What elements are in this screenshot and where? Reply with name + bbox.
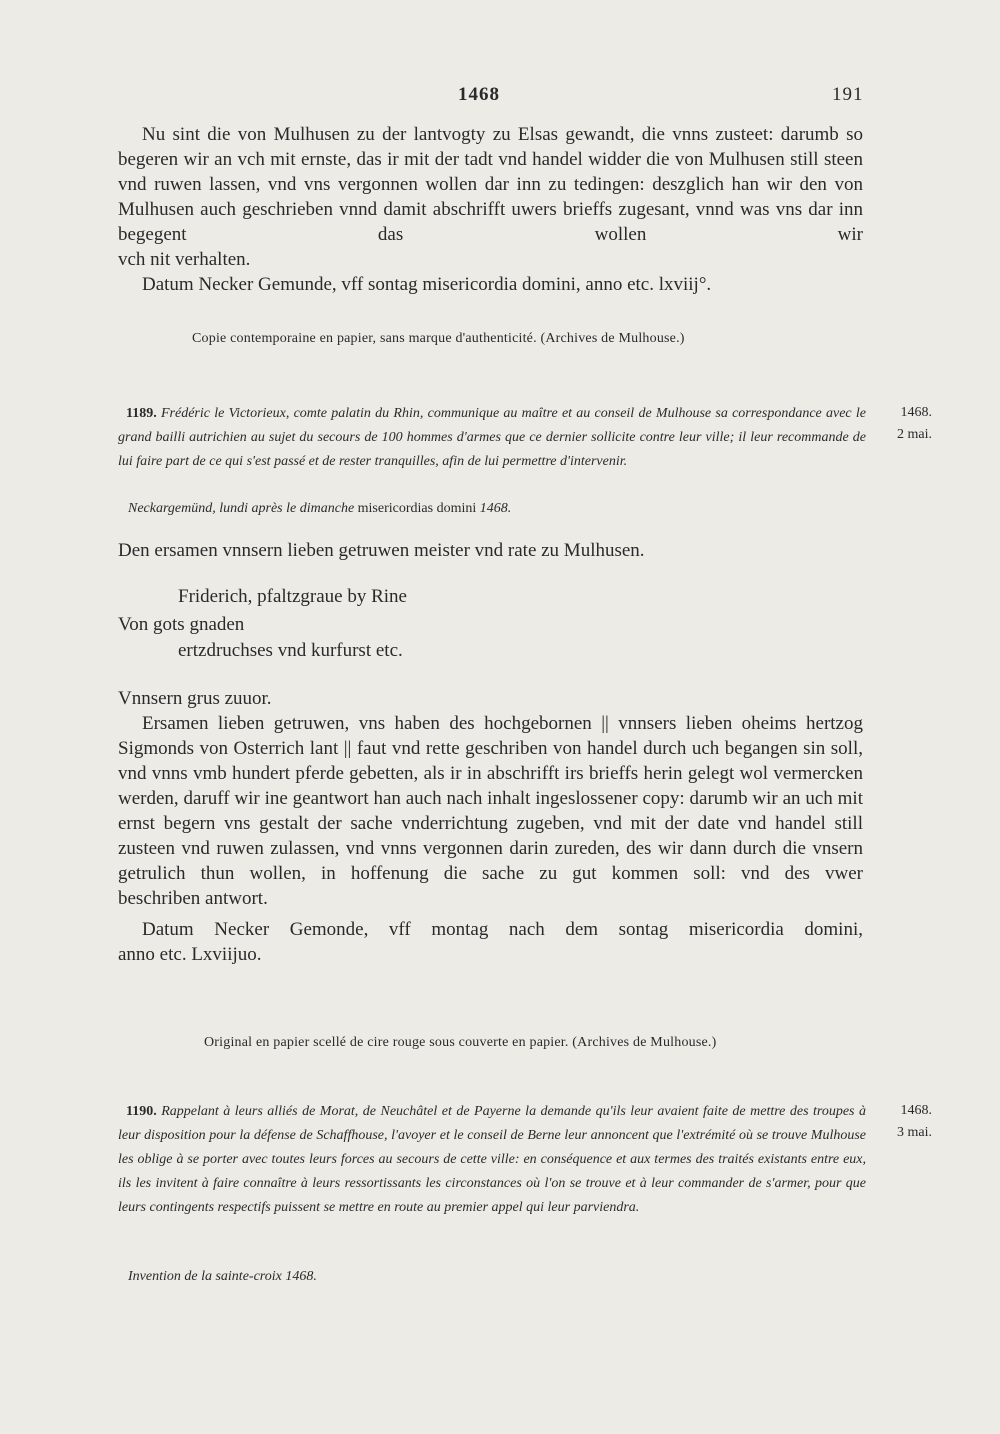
margin-date-1190 <box>862 1100 932 1144</box>
letter-1-paragraph: Nu sint die von Mulhusen zu der lantvogty zu Elsas gewandt, die vnns zusteet: darumb so begeren wir an vch mit ernste, das ir mit der tadt vnd handel widder die von Mulhusen still steen vnd ruwen lassen, vnd vns vergonnen wollen dar inn zu tedingen: deszglich han wir den von Mulhusen auch geschrieben vnnd damit abschrifft uwers brieffs zugesant, vnnd was vns dar inn begegent das wollen wir <box>118 124 863 245</box>
entry-number-1190: 1190. <box>126 1104 157 1119</box>
regest-1190 <box>118 1100 866 1220</box>
margin-year-1190: 1468. <box>900 1103 932 1118</box>
margin-year-1189: 1468. <box>900 405 932 420</box>
sender-title-2: ertzdruchses vnd kurfurst etc. <box>178 640 403 661</box>
letter-2-body-end: beschriben antwort. <box>118 888 268 909</box>
margin-date-1189 <box>862 402 932 446</box>
page-number: 191 <box>832 84 864 105</box>
place-date-1189-year: 1468. <box>479 501 512 516</box>
letter-2-datum-end: anno etc. Lxviijuo. <box>118 944 262 965</box>
place-date-1189-roman: misericordias domini <box>357 501 477 516</box>
regest-1190-text: Rappelant à leurs alliés de Morat, de Neuchâtel et de Payerne la demande qu'ils leur avaient faite de mettre des troupes à leur disposition pour la défense de Schaffhouse, l'avoyer et le conseil de Berne leur annoncent que l'extrémité où se trouve Mulhouse les oblige à se porter avec toutes leurs forces au secours de cette ville: en conséquence et aux termes des traités existants entre eux, ils les invitent à faire connaître à leurs ressortissants les circonstances où l'on se trouve et à leur commander de s'armer, pour que leurs contingents respectifs puissent se mettre en route au premier appel qui leur parviendra. <box>118 1104 867 1215</box>
running-header-year: 1468 <box>458 84 500 105</box>
letter-2-text <box>118 686 863 967</box>
source-note-2: Original en papier scellé de cire rouge sous couverte en papier. (Archives de Mulhouse.) <box>204 1035 717 1050</box>
letter-1-datum: Datum Necker Gemunde, vff sontag misericordia domini, anno etc. lxviij°. <box>142 274 712 295</box>
letter-2-greeting: Vnnsern grus zuuor. <box>118 688 272 709</box>
regest-1189-text: Frédéric le Victorieux, comte palatin du Rhin, communique au maître et au conseil de Mulhouse sa correspondance avec le grand bailli autrichien au sujet du secours de 100 hommes d'armes que ce dernier sollicite contre leur ville; il leur recommande de lui faire part de ce qui s'est passé et de rester tranquilles, afin de lui permettre d'intervenir. <box>118 406 866 469</box>
sender-title-1: Von gots gnaden <box>118 614 245 635</box>
source-note-1: Copie contemporaine en papier, sans marque d'authenticité. (Archives de Mulhouse.) <box>192 331 685 346</box>
letter-1-text <box>118 122 863 297</box>
letter-2-body: Ersamen lieben getruwen, vns haben des hochgebornen || vnnsers lieben oheims hertzog Sigmonds von Osterrich lant || faut vnd rette geschriben von handel durch uch begangen sin soll, vnd vnns vmb hundert pferde gebetten, als ir in abschrifft irs brieffs herin gelegt wol vermercken werden, daruff wir ine geantwort han auch nach inhalt ingeslossener copy: darumb wir an uch mit ernst begern vns gestalt der sache vnderrichtung zugeben, vnd mit der date vnd handel still zusteen vnd ruwen zulassen, vnd vnns vergonnen darin zureden, des wir dann durch die vnsern getrulich thun wollen, in hoffenung die sache zu gut kommen soll: vnd des vwer <box>118 713 863 884</box>
letter-1-paragraph-end: vch nit verhalten. <box>118 249 251 270</box>
margin-day-1190: 3 mai. <box>897 1125 932 1140</box>
margin-day-1189: 2 mai. <box>897 427 932 442</box>
entry-number-1189: 1189. <box>126 406 157 421</box>
regest-1189 <box>118 402 866 474</box>
place-date-1190: Invention de la sainte-croix 1468. <box>128 1269 317 1284</box>
letter-address: Den ersamen vnnsern lieben getruwen meister vnd rate zu Mulhusen. <box>118 540 645 561</box>
letter-2-datum: Datum Necker Gemonde, vff montag nach dem sontag misericordia domini, <box>142 919 863 940</box>
sender-name: Friderich, pfaltzgraue by Rine <box>178 586 407 607</box>
place-date-1189 <box>128 500 511 518</box>
place-date-1189-italic: Neckargemünd, lundi après le dimanche <box>128 501 355 516</box>
